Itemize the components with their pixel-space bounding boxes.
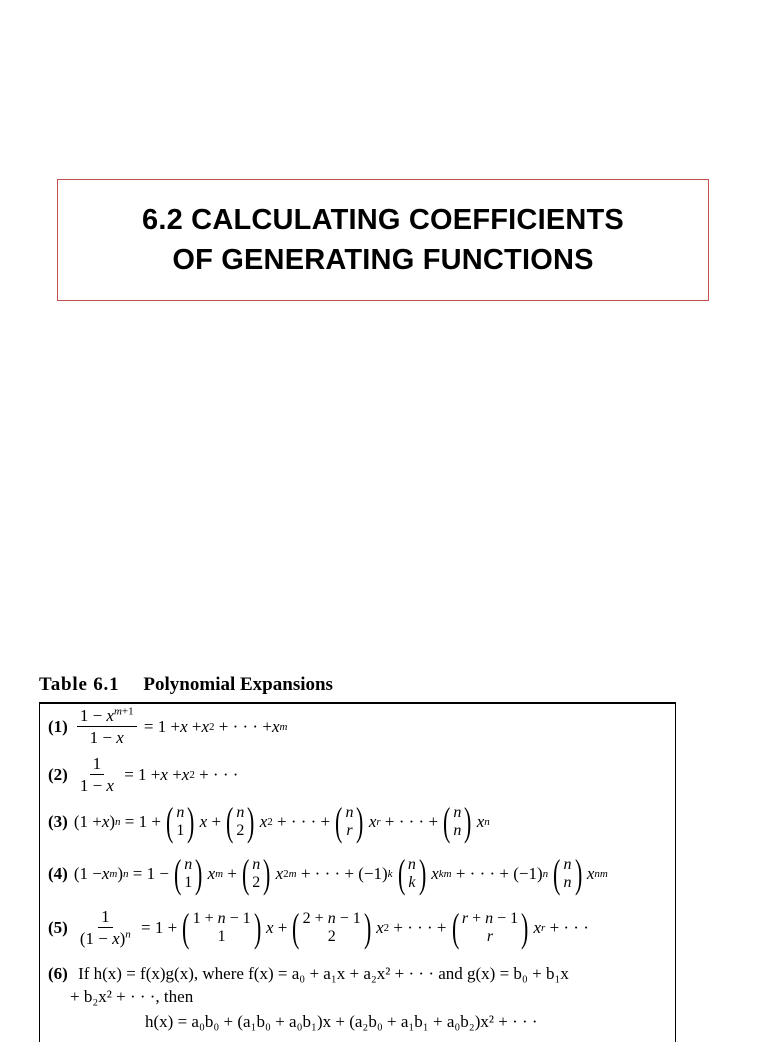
row-number: (1) — [48, 716, 68, 736]
row-6-line-2: + b₂x² + · · ·, then — [70, 987, 194, 1006]
row-number: (4) — [48, 864, 68, 883]
polynomial-expansions-table — [39, 702, 676, 1042]
row-number: (2) — [48, 764, 68, 784]
formula: (1 − x m ) n = 1 − ( n 1 ) x m + ( n 2 ) x 2m + · · · + (−1) k ( n k ) x km + · · · + (−1) n ( n n ) x nm — [73, 851, 608, 896]
row-number: (3) — [48, 812, 68, 831]
formula: $\frac{1}{(1 - x)^n}$ = 1 + ( 1 + n − 1 1 ) x + ( 2 + n − 1 2 ) x 2 + · · · + ( r + n − 1 r ) x r + · · · — [79, 904, 589, 950]
table-caption — [39, 674, 333, 696]
row-6-line-3: h(x) = a₀b₀ + (a₁b₀ + a₀b₁)x + (a₂b₀ + a₁b₁ + a₀b₂)x² + · · · — [145, 1012, 538, 1031]
slide-title-line-1: 6.2 CALCULATING COEFFICIENTS — [142, 204, 624, 236]
expansion-row-6 — [48, 964, 569, 984]
formula: (1 + x ) n = 1 + ( n 1 ) x + ( n 2 ) x 2 + · · · + ( n r ) x r + · · · + ( n n ) x n — [73, 799, 490, 844]
slide-title-line-2: OF GENERATING FUNCTIONS — [172, 244, 594, 276]
expansion-row-5 — [48, 904, 589, 950]
row-number: (5) — [48, 917, 68, 937]
row-number: (6) — [48, 964, 68, 983]
row-6-line-1: If h(x) = f(x)g(x), where f(x) = a₀ + a₁x + a₂x² + · · · and g(x) = b₀ + b₁x — [78, 964, 569, 983]
slide-title-box — [57, 179, 709, 301]
expansion-row-3 — [48, 799, 490, 844]
expansion-row-2 — [48, 754, 238, 795]
table-caption-label: Table 6.1 — [39, 674, 120, 695]
table-caption-title: Polynomial Expansions — [143, 674, 333, 695]
formula: $\frac{1 - x^{m+1}}{1 - x}$ = 1 + x + x 2 + · · · + x m — [74, 706, 288, 747]
expansion-row-4 — [48, 851, 608, 896]
expansion-row-1 — [48, 706, 287, 747]
formula: $\frac{1}{1 - x}$ = 1 + x + x 2 + · · · — [79, 754, 239, 795]
